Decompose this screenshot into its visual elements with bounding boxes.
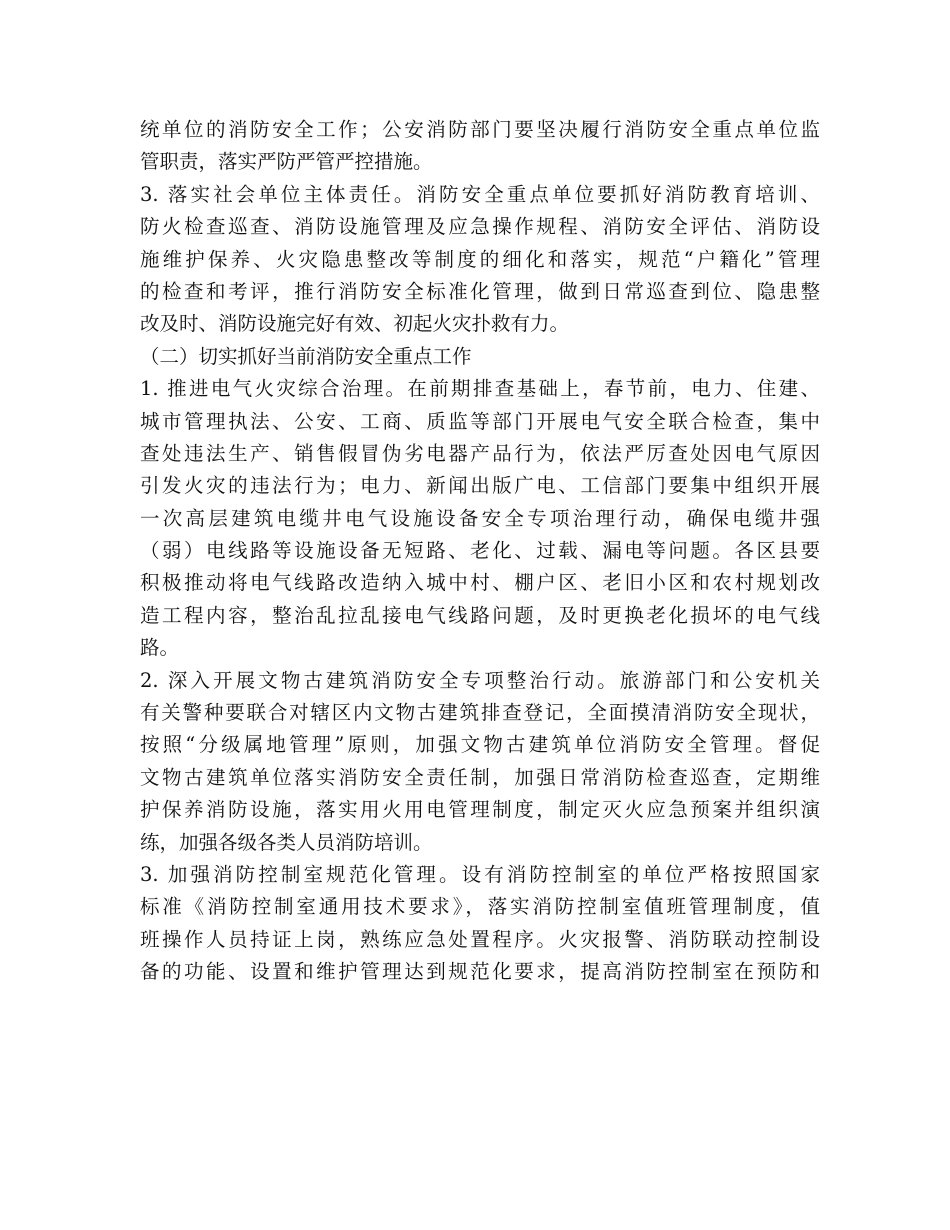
text-line: 按照“分级属地管理”原则，加强文物古建筑单位消防安全管理。督促	[140, 733, 820, 757]
text-line: 一次高层建筑电缆井电气设施设备安全专项治理行动，确保电缆井强	[140, 506, 820, 530]
text-line: 2. 深入开展文物古建筑消防安全专项整治行动。旅游部门和公安机关	[140, 668, 820, 692]
text-line: 3. 落实社会单位主体责任。消防安全重点单位要抓好消防教育培训、	[140, 182, 820, 206]
section-heading: （二）切实抓好当前消防安全重点工作	[140, 344, 472, 368]
text-line: （弱）电线路等设施设备无短路、老化、过载、漏电等问题。各区县要	[140, 539, 820, 563]
text-line: 练，加强各级各类人员消防培训。	[140, 830, 433, 854]
text-line: 文物古建筑单位落实消防安全责任制，加强日常消防检查巡查，定期维	[140, 765, 820, 789]
text-line: 积极推动将电气线路改造纳入城中村、棚户区、老旧小区和农村规划改	[140, 571, 820, 595]
text-line: 护保养消防设施，落实用火用电管理制度，制定灭火应急预案并组织演	[140, 798, 820, 822]
text-line: 有关警种要联合对辖区内文物古建筑排查登记，全面摸清消防安全现状，	[140, 701, 820, 725]
text-line: 改及时、消防设施完好有效、初起火灾扑救有力。	[140, 312, 570, 336]
body-text	[140, 114, 820, 989]
text-line: 的检查和考评，推行消防安全标准化管理，做到日常巡查到位、隐患整	[140, 279, 820, 303]
text-line: 统单位的消防安全工作；公安消防部门要坚决履行消防安全重点单位监	[140, 118, 820, 141]
text-line: 城市管理执法、公安、工商、质监等部门开展电气安全联合检查，集中	[140, 409, 820, 433]
text-line: 3. 加强消防控制室规范化管理。设有消防控制室的单位严格按照国家	[140, 862, 820, 886]
text-line: 班操作人员持证上岗，熟练应急处置程序。火灾报警、消防联动控制设	[140, 927, 820, 951]
text-line: 管职责，落实严防严管严控措施。	[140, 150, 433, 174]
text-line: 路。	[140, 636, 180, 660]
text-line: 查处违法生产、销售假冒伪劣电器产品行为，依法严厉查处因电气原因	[140, 441, 820, 465]
text-line: 标准《消防控制室通用技术要求》，落实消防控制室值班管理制度，值	[140, 895, 820, 919]
text-line: 施维护保养、火灾隐患整改等制度的细化和落实，规范“户籍化”管理	[140, 247, 820, 271]
text-line: 造工程内容，整治乱拉乱接电气线路问题，及时更换老化损坏的电气线	[140, 603, 820, 627]
text-line: 防火检查巡查、消防设施管理及应急操作规程、消防安全评估、消防设	[140, 215, 820, 239]
text-line: 1. 推进电气火灾综合治理。在前期排查基础上，春节前，电力、住建、	[140, 377, 820, 401]
text-line: 引发火灾的违法行为；电力、新闻出版广电、工信部门要集中组织开展	[140, 474, 820, 498]
text-line: 备的功能、设置和维护管理达到规范化要求，提高消防控制室在预防和	[140, 960, 820, 984]
